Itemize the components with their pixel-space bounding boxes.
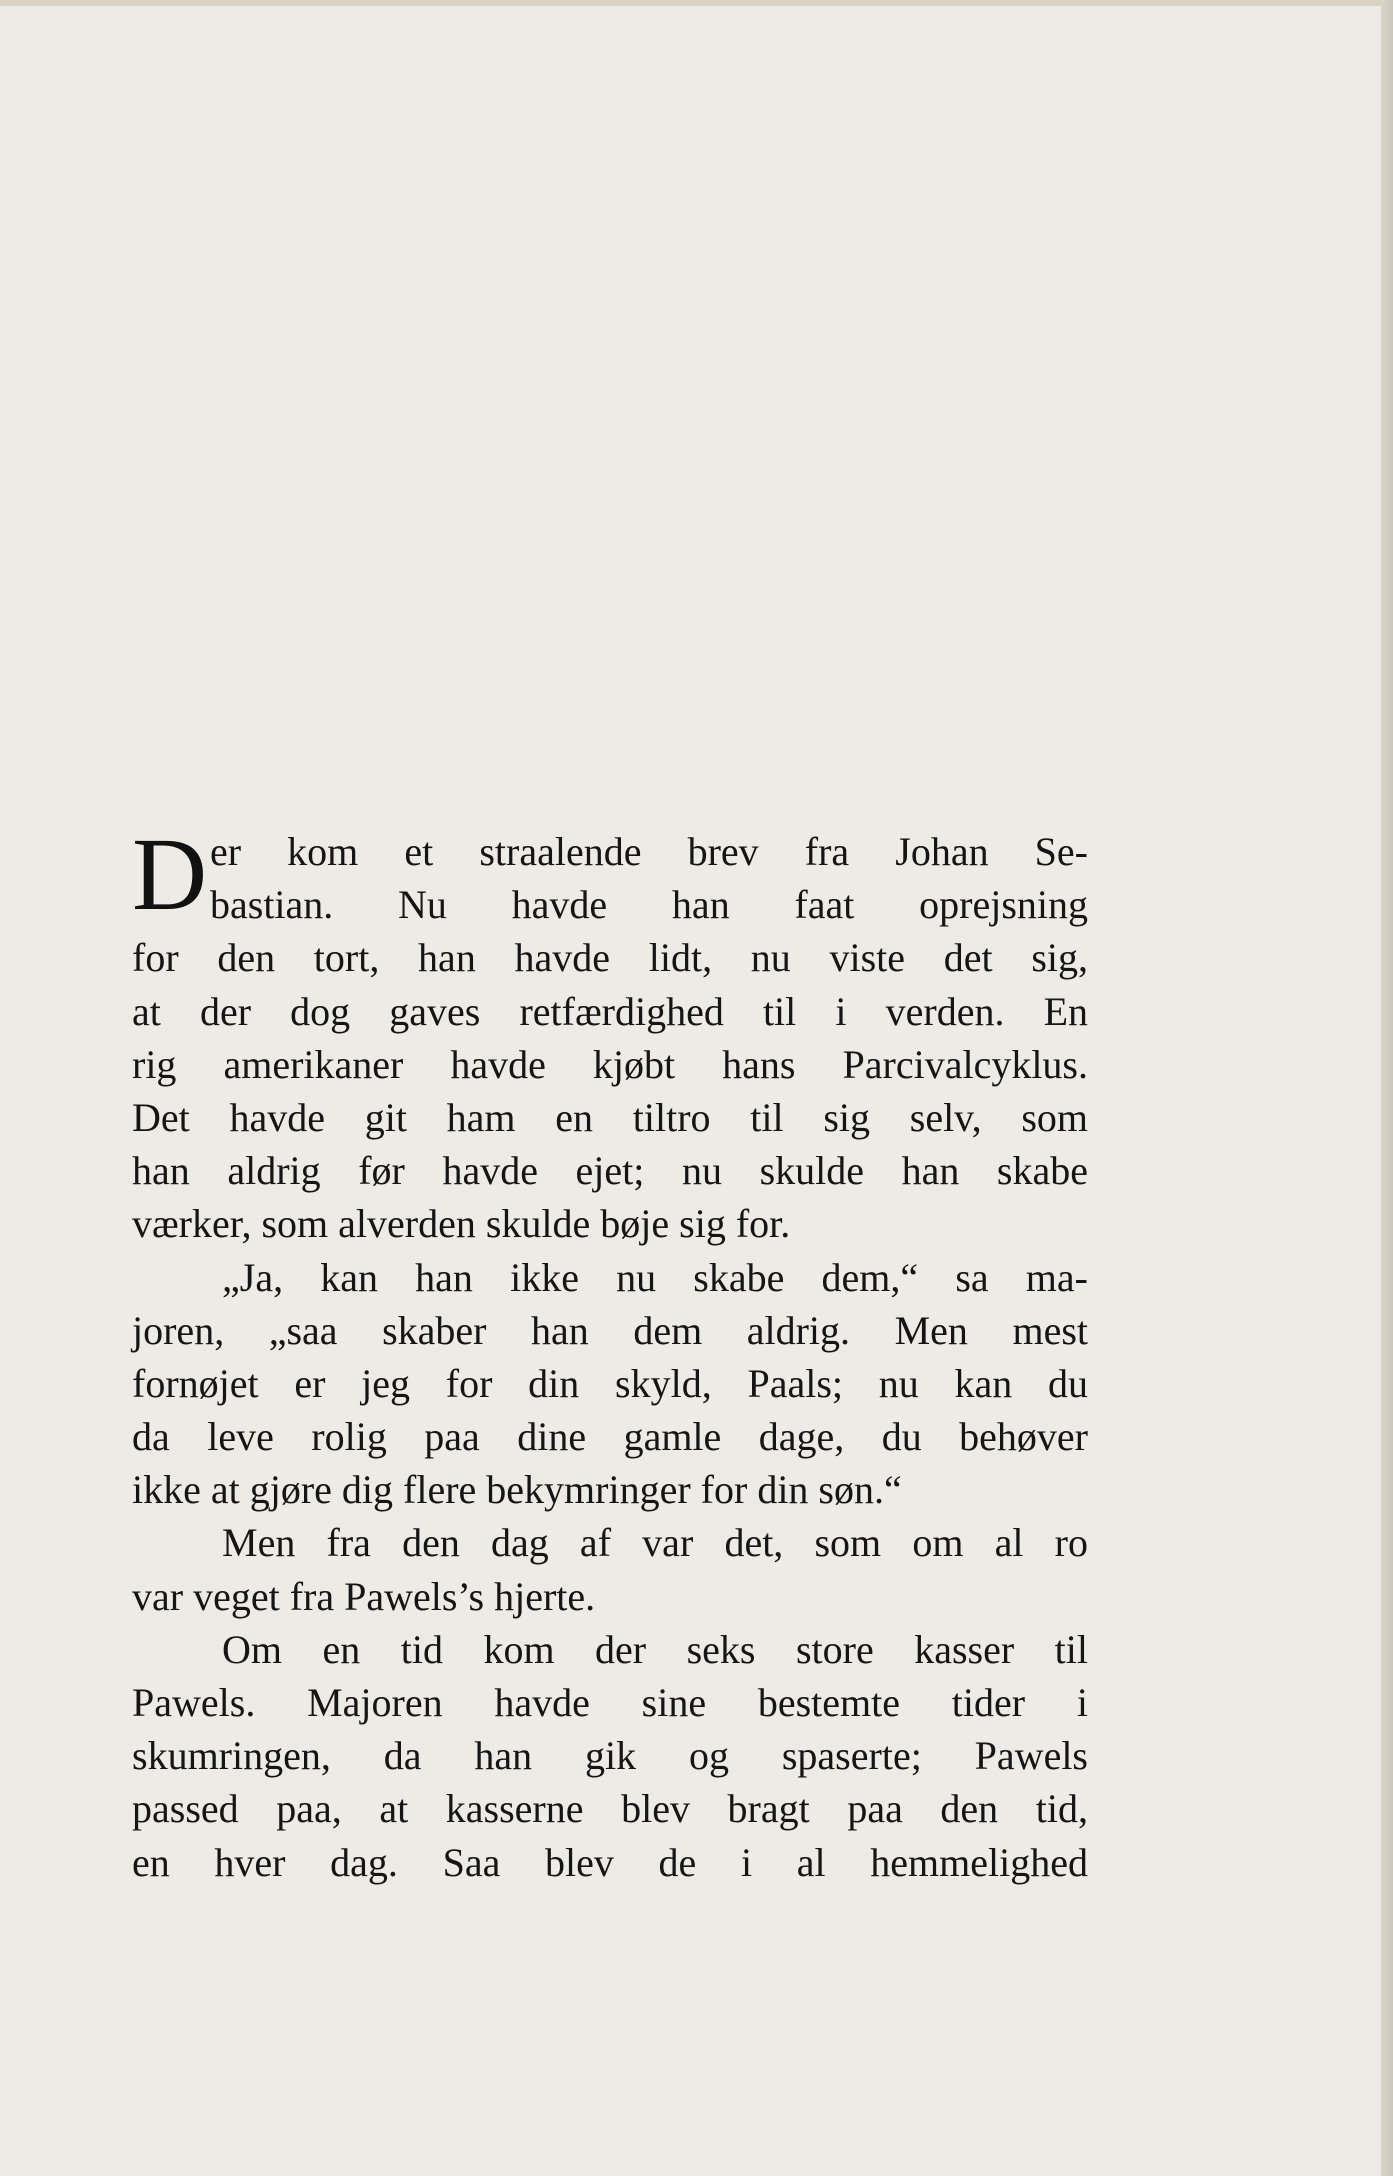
text-line: „Ja, kan han ikke nu skabe dem,“ sa ma- bbox=[222, 1254, 1088, 1300]
text-line: værker, som alverden skulde bøje sig for. bbox=[132, 1201, 791, 1247]
text-line: han aldrig før havde ejet; nu skulde han skabe bbox=[132, 1148, 1088, 1194]
drop-cap: D bbox=[132, 817, 208, 932]
text-line: Om en tid kom der seks store kasser til bbox=[222, 1626, 1088, 1672]
text-line: skumringen, da han gik og spaserte; Pawels bbox=[132, 1733, 1088, 1779]
text-line: joren, „saa skaber han dem aldrig. Men mest bbox=[132, 1307, 1088, 1353]
text-line: Pawels. Majoren havde sine bestemte tider i bbox=[132, 1680, 1088, 1725]
text-line: at der dog gaves retfærdighed til i verden. En bbox=[132, 988, 1088, 1034]
text-line: ikke at gjøre dig flere bekymringer for din søn.“ bbox=[132, 1467, 902, 1513]
text-line: en hver dag. Saa blev de i al hemmelighed bbox=[132, 1839, 1088, 1885]
text-line: Det havde git ham en tiltro til sig selv, som bbox=[132, 1094, 1088, 1140]
text-line: da leve rolig paa dine gamle dage, du behøver bbox=[132, 1414, 1088, 1460]
text-line: for den tort, han havde lidt, nu viste det sig, bbox=[132, 935, 1088, 981]
text-line: var veget fra Pawels’s hjerte. bbox=[132, 1573, 596, 1619]
text-line: Men fra den dag af var det, som om al ro bbox=[222, 1520, 1088, 1566]
text-line: rig amerikaner havde kjøbt hans Parcivalcyklus. bbox=[132, 1041, 1088, 1087]
text-line: er kom et straalende brev fra Johan Se- bbox=[210, 829, 1088, 874]
text-line: fornøjet er jeg for din skyld, Paals; nu kan du bbox=[132, 1360, 1088, 1406]
text-line: passed paa, at kasserne blev bragt paa den tid, bbox=[132, 1786, 1088, 1832]
page-right-edge bbox=[1381, 0, 1393, 2176]
text-line: bastian. Nu havde han faat oprejsning bbox=[210, 882, 1088, 928]
body-text bbox=[132, 817, 1088, 1889]
page-top-edge bbox=[0, 0, 1393, 6]
